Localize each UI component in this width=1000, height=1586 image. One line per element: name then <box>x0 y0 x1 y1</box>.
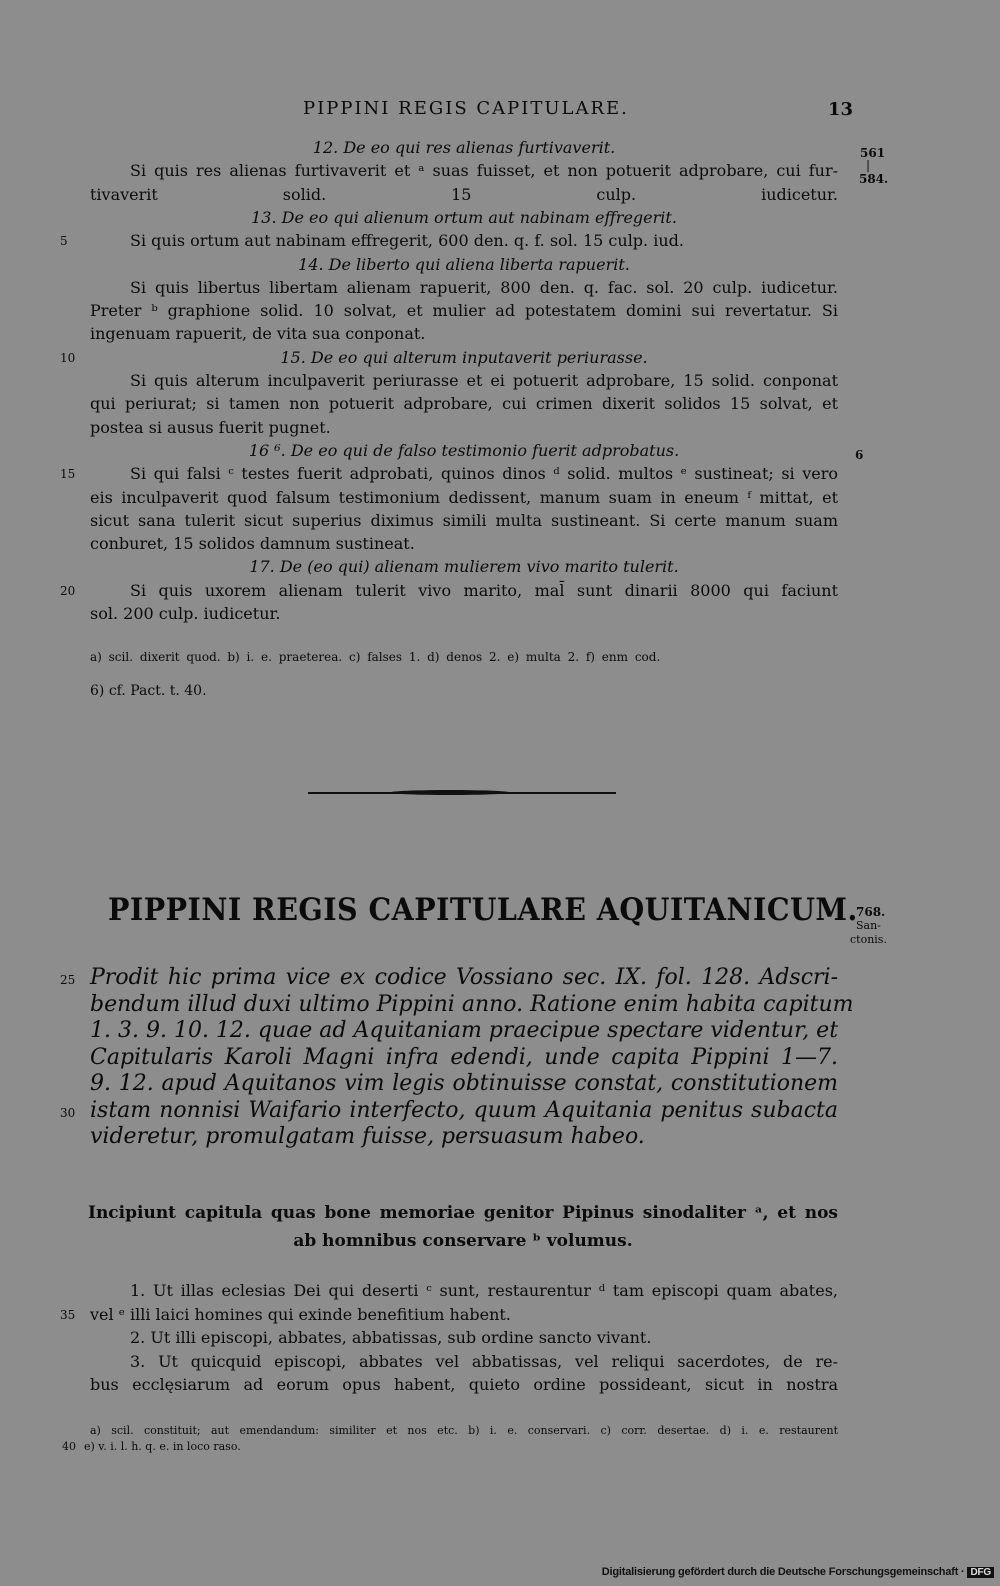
text-line <box>0 300 1000 323</box>
margin-ref-561: 561 <box>860 146 886 160</box>
line-text: Si quis alterum inculpaverit periurasse et ei potuerit adprobare, 15 solid. conponat <box>130 371 838 390</box>
line-text: postea si ausus fuerit pugnet. <box>90 417 331 437</box>
line-number: 10 <box>60 350 76 365</box>
text-line <box>0 487 1000 510</box>
intro-line <box>0 1071 1000 1094</box>
line-number: 15 <box>60 467 76 482</box>
line-text: Si quis ortum aut nabinam effregerit, 600 den. q. f. sol. 15 culp. iud. <box>130 231 684 251</box>
line-text: Capitularis Karoli Magni infra edendi, unde capita Pippini 1—7. <box>90 1044 838 1070</box>
line-text: 1. 3. 9. 10. 12. quae ad Aquitaniam praecipue spectare videntur, et <box>90 1018 839 1043</box>
chapter-line <box>0 1374 1000 1397</box>
text-line <box>0 463 1000 486</box>
line-text: Prodit hic prima vice ex codice Vossiano sec. IX. fol. 128. Adscri- <box>90 965 838 990</box>
footnote-numbered: 6) cf. Pact. t. 40. <box>90 683 207 699</box>
section-divider-swell <box>390 790 510 795</box>
line-number: 35 <box>60 1307 76 1322</box>
line-text: 14. De liberto qui aliena liberta rapuerit. <box>298 254 630 274</box>
intro-line <box>0 1098 1000 1121</box>
footnotes-section-2-continued: e) v. i. l. h. q. e. in loco raso. <box>84 1440 241 1453</box>
line-number: 5 <box>60 234 68 249</box>
incipit-line-2: ab homnibus conservare ᵇ volumus. <box>293 1231 633 1251</box>
text-line <box>0 603 1000 626</box>
line-text: qui periurat; si tamen non potuerit adprobare, cui crimen dixerit solidos 15 solvat, et <box>90 394 838 414</box>
line-text: 17. De (eo qui) alienam mulierem vivo marito tulerit. <box>249 557 679 577</box>
line-text: bendum illud duxi ultimo Pippini anno. Ratione enim habita capitum <box>90 991 854 1017</box>
line-text: 9. 12. apud Aquitanos vim legis obtinuisse constat, constitutionem <box>90 1071 838 1096</box>
line-text: tivaverit solid. 15 culp. iudicetur. <box>90 184 838 204</box>
chapter-line <box>0 1351 1000 1374</box>
page-number: 13 <box>828 99 854 120</box>
section-2-title: PIPPINI REGIS CAPITULARE AQUITANICUM. <box>108 892 858 928</box>
intro-line <box>0 1124 1000 1147</box>
text-line <box>0 184 1000 207</box>
intro-line <box>0 1045 1000 1068</box>
text-line <box>0 254 1000 277</box>
line-text: 13. De eo qui alienum ortum aut nabinam effregerit. <box>251 207 677 227</box>
incipit-line-1: Incipiunt capitula quas bone memoriae genitor Pipinus sinodaliter ᵃ, et nos <box>88 1203 838 1223</box>
text-line <box>0 137 1000 160</box>
margin-place-1: San- <box>856 919 881 932</box>
text-line <box>0 556 1000 579</box>
line-text: 16 ⁶. De eo qui de falso testimonio fuerit adprobatus. <box>248 440 680 460</box>
footnotes-line-number: 40 <box>62 1440 76 1453</box>
text-line <box>0 323 1000 346</box>
text-line <box>0 440 1000 463</box>
intro-line <box>0 1018 1000 1041</box>
margin-ref-separator: | <box>866 158 871 172</box>
line-text: vel ᵉ illi laici homines qui exinde benefitium habent. <box>90 1304 511 1324</box>
text-line <box>0 347 1000 370</box>
line-number: 30 <box>60 1105 76 1120</box>
line-text: 15. De eo qui alterum inputaverit periurasse. <box>280 347 648 367</box>
line-number: 25 <box>60 973 76 987</box>
margin-place-2: ctonis. <box>850 933 887 946</box>
line-text: Si qui falsi ᶜ testes fuerit adprobati, quinos dinos ᵈ solid. multos ᵉ sustineat; si vero <box>130 464 838 484</box>
line-text: 2. Ut illi episcopi, abbates, abbatissas, sub ordine sancto vivant. <box>130 1328 652 1347</box>
line-text: istam nonnisi Waifario interfecto, quum Aquitania penitus subacta <box>90 1097 838 1123</box>
chapter-line <box>0 1304 1000 1327</box>
line-text: sicut sana tulerit sicut superius diximus simili multa sustineant. Si certe manum suam <box>90 510 838 530</box>
intro-line <box>0 965 1000 988</box>
text-line <box>0 580 1000 603</box>
line-text: eis inculpaverit quod falsum testimonium dedissent, manum suam in eneum ᶠ mittat, et <box>90 487 838 507</box>
footer-text: Digitalisierung gefördert durch die Deutsche Forschungsgemeinschaft · <box>601 1566 965 1578</box>
margin-ref-6: 6 <box>855 448 864 462</box>
line-text: Si quis res alienas furtivaverit et ᵃ suas fuisset, et non potuerit adprobare, cui fur- <box>130 161 838 181</box>
line-text: 3. Ut quicquid episcopi, abbates vel abbatissas, vel reliqui sacerdotes, de re- <box>130 1351 838 1371</box>
chapter-line <box>0 1327 1000 1350</box>
text-line <box>0 230 1000 253</box>
text-line <box>0 277 1000 300</box>
chapter-line <box>0 1280 1000 1303</box>
line-text: Preter ᵇ graphione solid. 10 solvat, et mulier ad potestatem domini sui revertatur. Si <box>90 301 838 321</box>
line-text: Si quis uxorem alienam tulerit vivo marito, mal̄ sunt dinarii 8000 qui faciunt <box>130 580 838 600</box>
text-line <box>0 393 1000 416</box>
dfg-footer <box>602 1566 994 1578</box>
text-line <box>0 370 1000 393</box>
line-text: conburet, 15 solidos damnum sustineat. <box>90 534 415 554</box>
text-line <box>0 207 1000 230</box>
line-text: 1. Ut illas eclesias Dei qui deserti ᶜ sunt, restaurentur ᵈ tam episcopi quam abates, <box>130 1281 838 1300</box>
line-text: 12. De eo qui res alienas furtivaverit. <box>312 138 616 157</box>
footnotes-letters: a) scil. dixerit quod. b) i. e. praeterea. c) falses 1. d) denos 2. e) multa 2. f) enm cod. <box>90 650 661 664</box>
footnotes-section-2: a) scil. constituit; aut emendandum: similiter et nos etc. b) i. e. conservari. c) corr. desertae. d) i. e. restaurent <box>90 1424 838 1437</box>
margin-ref-584: 584. <box>859 172 889 186</box>
dfg-logo: DFG <box>967 1567 994 1578</box>
line-text: Si quis libertus libertam alienam rapuerit, 800 den. q. fac. sol. 20 culp. iudicetur. <box>130 277 838 297</box>
line-text: bus ecclęsiarum ad eorum opus habent, quieto ordine possideant, sicut in nostra <box>90 1375 838 1394</box>
intro-line <box>0 992 1000 1015</box>
text-line <box>0 417 1000 440</box>
text-line <box>0 533 1000 556</box>
running-head-title: PIPPINI REGIS CAPITULARE. <box>303 98 629 119</box>
text-line <box>0 160 1000 183</box>
margin-date: 768. <box>856 905 886 919</box>
line-number: 20 <box>60 583 76 598</box>
line-text: videretur, promulgatam fuisse, persuasum habeo. <box>90 1124 645 1149</box>
text-line <box>0 510 1000 533</box>
line-text: ingenuam rapuerit, de vita sua conponat. <box>90 324 426 344</box>
line-text: sol. 200 culp. iudicetur. <box>90 604 281 623</box>
